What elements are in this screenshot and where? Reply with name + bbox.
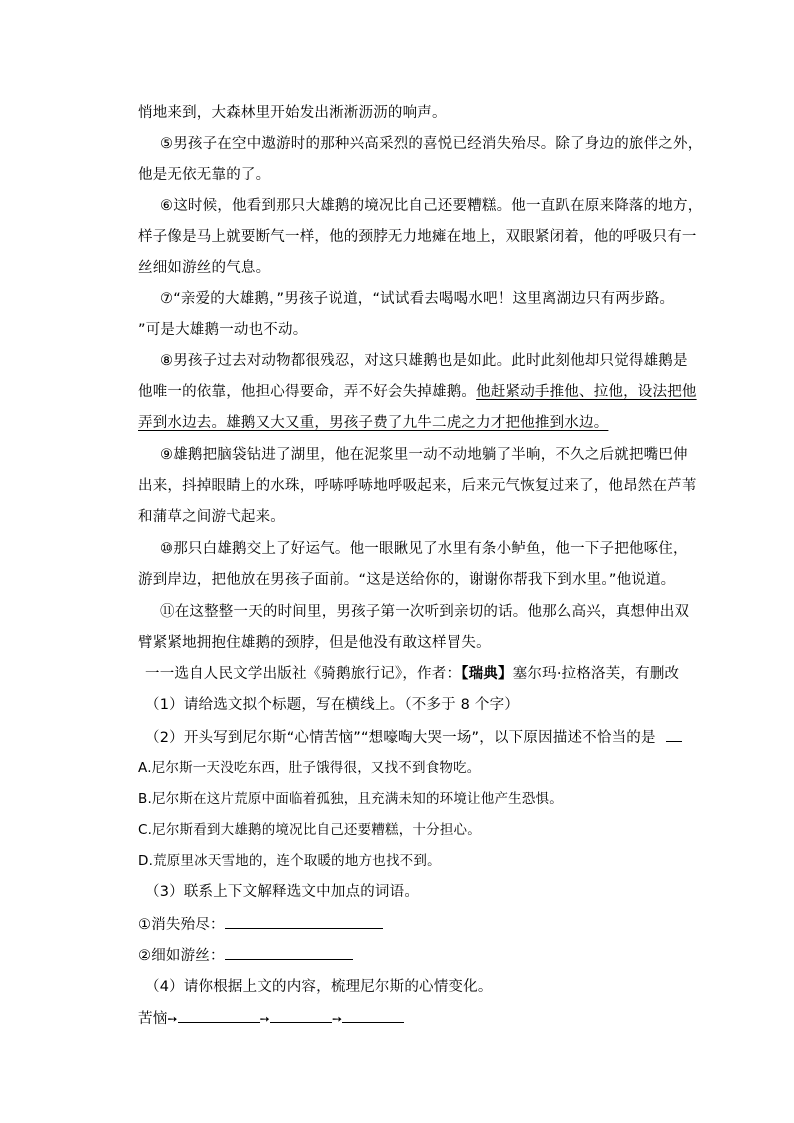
source-citation bbox=[145, 664, 679, 684]
paragraph-line: 他是无依无靠的了。 bbox=[138, 167, 271, 183]
answer-blank[interactable] bbox=[342, 1008, 404, 1023]
option-d: D.荒原里冰天雪地的，连个取暖的地方也找不到。 bbox=[138, 853, 441, 869]
paragraph-line: 和蒲草之间游弋起来。 bbox=[138, 509, 285, 525]
answer-blank[interactable] bbox=[178, 1008, 260, 1023]
arrow-icon: ➙ bbox=[331, 1012, 343, 1026]
answer-blank[interactable] bbox=[666, 727, 682, 742]
paragraph-text: 他唯一的依靠，他担心得要命，弄不好会失掉雄鹅。 bbox=[138, 384, 477, 400]
paragraph-line: 丝细如游丝的气息。 bbox=[138, 260, 271, 276]
paragraph-9: ⑨雄鹅把脑袋钻进了湖里，他在泥浆里一动不动地躺了半晌，不久之后就把嘴巴伸 bbox=[160, 447, 688, 463]
term-label: ②细如游丝： bbox=[138, 948, 225, 964]
underlined-sentence: 弄到水边去。雄鹅又大又重，男孩子费了九牛二虎之力才把他推到水边。 bbox=[138, 415, 609, 431]
underlined-sentence: 他赶紧动手推他、拉他，设法把他 bbox=[476, 384, 697, 400]
answer-blank[interactable] bbox=[270, 1008, 332, 1023]
option-a: A.尼尔斯一天没吃东西，肚子饿得很，又找不到食物吃。 bbox=[138, 760, 481, 776]
answer-blank[interactable] bbox=[225, 945, 353, 960]
question-2 bbox=[145, 727, 682, 748]
paragraph-line: 游到岸边，把他放在男孩子面前。“这是送给你的，谢谢你帮我下到水里。”他说道。 bbox=[138, 572, 676, 588]
mood-start: 苦恼 bbox=[138, 1011, 168, 1027]
question-1: （1）请给选文拟个标题，写在横线上。（不多于 8 个字） bbox=[145, 697, 520, 713]
option-c: C.尼尔斯看到大雄鹅的境况比自己还要糟糕，十分担心。 bbox=[138, 822, 481, 838]
mood-change-chain bbox=[138, 1008, 404, 1029]
arrow-icon: ➙ bbox=[167, 1012, 178, 1026]
source-country: 【瑞典】 bbox=[461, 666, 513, 682]
question-2-text: （2）开头写到尼尔斯“心情苦恼”“想嚎啕大哭一场”，以下原因描述不恰当的是 bbox=[145, 730, 656, 746]
paragraph-line: 出来，抖掉眼睛上的水珠，呼哧呼哧地呼吸起来，后来元气恢复过来了，他昂然在芦苇 bbox=[138, 478, 697, 494]
question-3: （3）联系上下文解释选文中加点的词语。 bbox=[145, 884, 420, 900]
paragraph-10: ⑩那只白雄鹅交上了好运气。他一眼瞅见了水里有条小鲈鱼，他一下子把他啄住， bbox=[160, 541, 688, 557]
question-4: （4）请你根据上文的内容，梳理尼尔斯的心情变化。 bbox=[145, 979, 493, 995]
paragraph-line: 臂紧紧地拥抱住雄鹅的颈脖，但是他没有敢这样冒失。 bbox=[138, 635, 491, 651]
paragraph-line: 悄地来到，大森林里开始发出淅淅沥沥的响声。 bbox=[138, 105, 447, 121]
source-suffix: 塞尔玛·拉格洛芙，有删改 bbox=[512, 666, 680, 682]
paragraph-line: 样子像是马上就要断气一样，他的颈脖无力地瘫在地上，双眼紧闭着，他的呼吸只有一 bbox=[138, 229, 697, 245]
paragraph-8: ⑧男孩子过去对动物都很残忍，对这只雄鹅也是如此。此时此刻他却只觉得雄鹅是 bbox=[160, 353, 688, 369]
arrow-icon: ➙ bbox=[259, 1012, 270, 1026]
question-3-item-1 bbox=[138, 914, 383, 935]
answer-blank[interactable] bbox=[225, 914, 383, 929]
paragraph-11: ⑪在这整整一天的时间里，男孩子第一次听到亲切的话。他那么高兴，真想伸出双 bbox=[160, 604, 690, 620]
paragraph-7: ⑦“亲爱的大雄鹅，”男孩子说道，“试试看去喝喝水吧！这里离湖边只有两步路。 bbox=[160, 291, 675, 307]
paragraph-5: ⑤男孩子在空中遨游时的那种兴高采烈的喜悦已经消失殆尽。除了身边的旅伴之外， bbox=[160, 136, 703, 152]
paragraph-line bbox=[138, 382, 697, 402]
paragraph-line: ”可是大雄鹅一动也不动。 bbox=[138, 322, 308, 338]
term-label: ①消失殆尽： bbox=[138, 917, 225, 933]
question-3-item-2 bbox=[138, 945, 353, 966]
option-b: B.尼尔斯在这片荒原中面临着孤独，且充满未知的环境让他产生恐惧。 bbox=[138, 791, 563, 807]
source-prefix: 一一选自人民文学出版社《骑鹅旅行记》，作者： bbox=[145, 666, 462, 682]
paragraph-6: ⑥这时候，他看到那只大雄鹅的境况比自己还要糟糕。他一直趴在原来降落的地方， bbox=[160, 198, 703, 214]
